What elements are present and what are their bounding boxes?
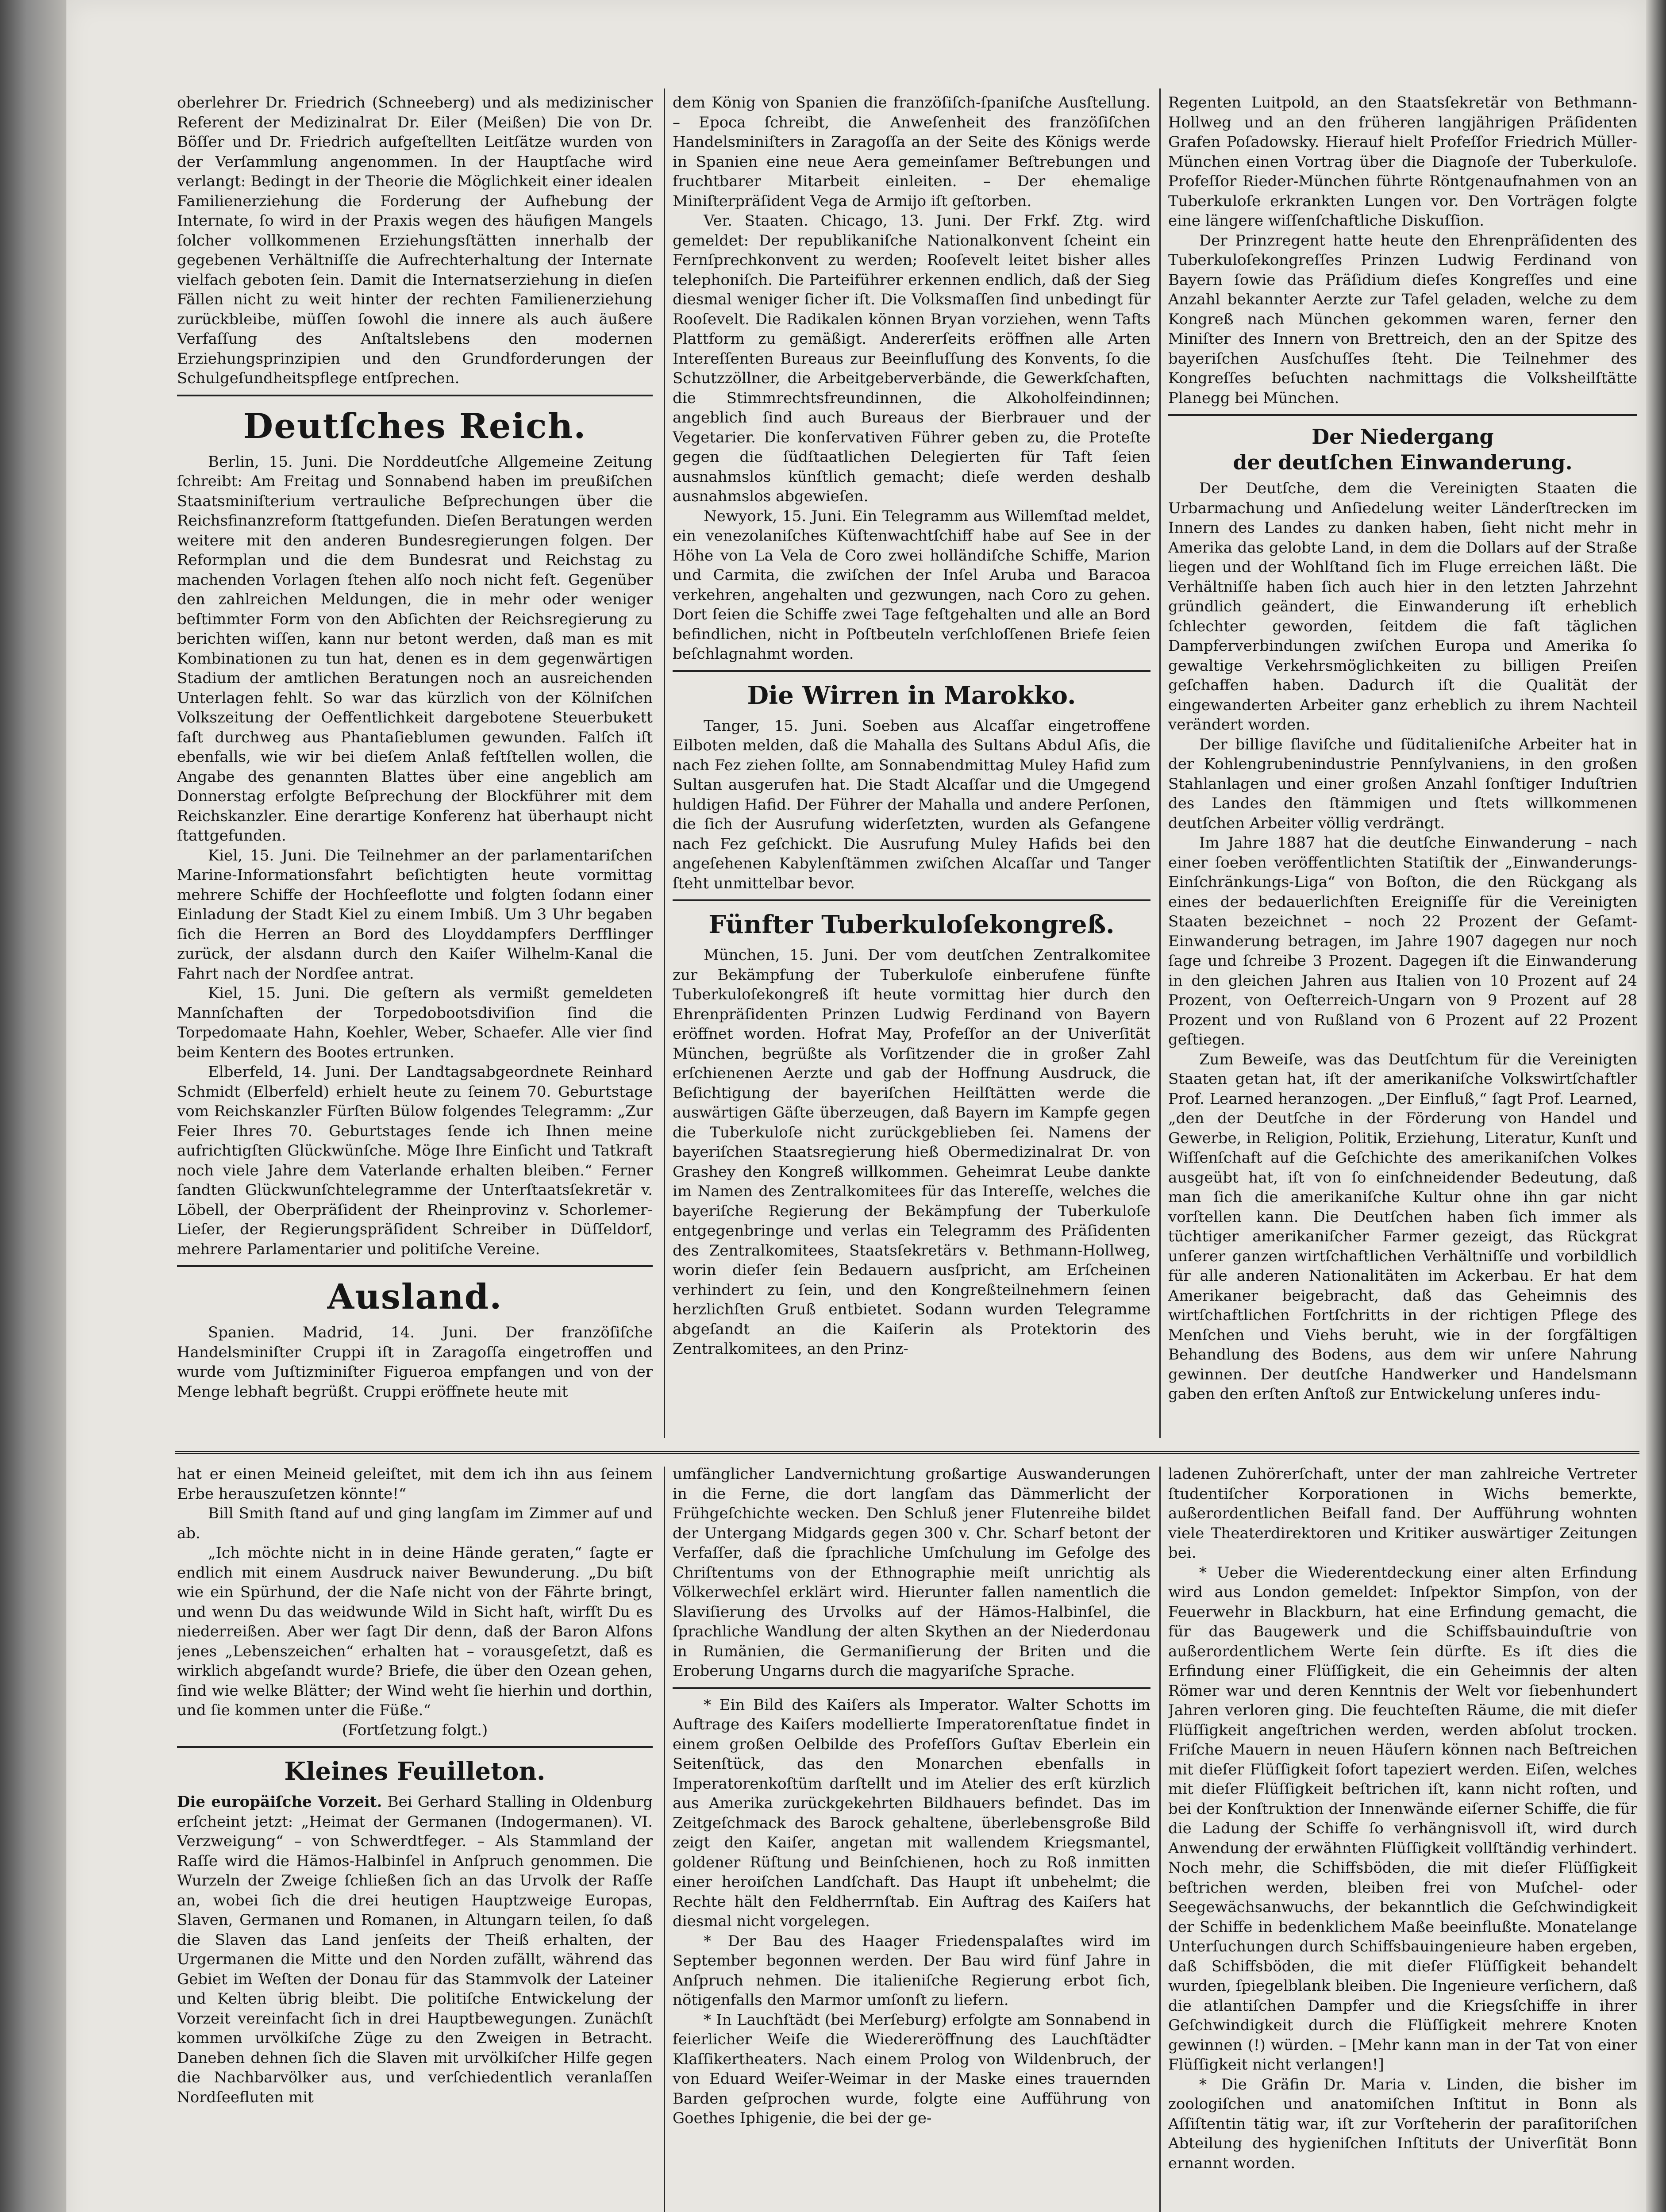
article-text: * Ein Bild des Kaiſers als Imperator. Walter Schotts im Auftrage des Kaiſers modellierte Imperatorenſtatue findet in einem großen Oelbilde des Profeſſors Guſtav Eberlein ein Seitenſtück, das den Monarchen ebenfalls in Imperatorenkoſtüm darſtellt und im Atelier des erſt kürzlich aus Amerika zurückgekehrten Bildhauers befindet. Das im Zeitgeſchmack des Barock gehaltene, überlebensgroße Bild zeigt den Kaiſer, angetan mit wallendem Kriegsmantel, goldener Rüſtung und Beinſchienen, hoch zu Roß inmitten einer heroiſchen Landſchaft. Das Haupt iſt unbehelmt; die Rechte hält den Feldherrnſtab. Ein Auftrag des Kaiſers hat diesmal nicht vorgelegen. <box>673 1696 1150 1930</box>
upper-column-1 <box>177 93 653 1444</box>
article-text: Kiel, 15. Juni. Die Teilnehmer an der parlamentariſchen Marine-Informationsfahrt beſichtigten heute vormittag mehrere Schiffe der Hochſeeflotte und folgten ſodann einer Einladung der Stadt Kiel zu einem Imbiß. Um 3 Uhr begaben ſich die Herren an Bord des Lloyddampfers Derfflinger zurück, der alsdann durch den Kaiſer Wilhelm-Kanal die Fahrt nach der Nordſee antrat. <box>177 846 653 983</box>
article-text: * Die Gräfin Dr. Maria v. Linden, die bisher im zoologiſchen und anatomiſchen Inſtitut in Bonn als Aſſiſtentin tätig war, iſt zur Vorſteherin der paraſitoriſchen Abteilung des hygieniſchen Inſtituts der Univerſität Bonn ernannt worden. <box>1168 2075 1637 2172</box>
article-text: Der billige ſlaviſche und ſüditalieniſche Arbeiter hat in der Kohlengrubenindustrie Pennſylvaniens, in den großen Stahlanlagen und einer großen Anzahl ſonſtiger Induſtrien des Landes den ſtämmigen und ſtets willkommenen deutſchen Arbeiter völlig verdrängt. <box>1168 735 1637 832</box>
section-heading: Die Wirren in Marokko. <box>747 680 1076 710</box>
lower-column-1 <box>177 1464 653 2212</box>
article-text: * Der Bau des Haager Friedenspalaſtes wird im September begonnen werden. Der Bau wird fünf Jahre in Anſpruch nehmen. Die italieniſche Regierung erbot ſich, nötigenfalls den Marmor umſonſt zu liefern. <box>673 1932 1150 2009</box>
article-text: Berlin, 15. Juni. Die Norddeutſche Allgemeine Zeitung ſchreibt: Am Freitag und Sonnabend haben im preußiſchen Staatsminiſterium vertrauliche Beſprechungen über die Reichsfinanzreform ſtattgefunden. Dieſen Beratungen werden weitere mit den anderen Bundesregierungen folgen. Der Reformplan und die dem Bundesrat und Reichstag zu machenden Vorlagen ſtehen alſo noch nicht feſt. Gegenüber den zahlreichen Meldungen, die in mehr oder weniger beſtimmter Form von den Abſichten der Reichsregierung zu berichten wiſſen, kann nur betont werden, daß man es mit Kombinationen zu tun hat, denen es in dem gegenwärtigen Stadium der amtlichen Beratungen noch an ausreichenden Unterlagen fehlt. So war das kürzlich von der Kölniſchen Volkszeitung der Oeffentlichkeit dargebotene Steuerbukett faſt durchweg aus Phantaſieblumen gewunden. Falſch iſt ebenfalls, wie wir bei dieſem Anlaß feſtſtellen wollen, die Angabe des genannten Blattes über eine angeblich am Donnerstag erfolgte Beſprechung der Blockführer mit dem Reichskanzler. Eine derartige Konferenz hat überhaupt nicht ſtattgefunden. <box>177 453 653 845</box>
article-text: Newyork, 15. Juni. Ein Telegramm aus Willemſtad meldet, ein venezolaniſches Küſtenwachtſchiff habe auf See in der Höhe von La Vela de Coro zwei holländiſche Schiffe, Marion und Carmita, die zwiſchen der Inſel Aruba und Baracoa verkehren, angehalten und gezwungen, nach Coro zu gehen. Dort ſeien die Schiffe zwei Tage feſtgehalten und alle an Bord befindlichen, nicht in Poſtbeuteln verſchloſſenen Briefe ſeien beſchlagnahmt worden. <box>673 507 1150 663</box>
article-text: * Ueber die Wiederentdeckung einer alten Erfindung wird aus London gemeldet: Inſpektor Simpſon, von der Feuerwehr in Blackburn, hat eine Erfindung gemacht, die für das Baugewerk und die Schiffsbauinduſtrie von außerordentlichem Werte ſein dürfte. Es iſt dies die Erfindung einer Flüſſigkeit, die ein Geheimnis der alten Römer war und deren Kenntnis der Welt vor ſiebenhundert Jahren verloren ging. Die feuchteſten Räume, die mit dieſer Flüſſigkeit angeſtrichen werden, werden abſolut trocken. Friſche Mauern in neuen Häuſern können nach Beſtreichen mit dieſer Flüſſigkeit ſofort tapeziert werden. Eiſen, welches mit dieſer Flüſſigkeit beſtrichen iſt, kann nicht roſten, und bei der Konſtruktion der Innenwände eiſerner Schiffe, die für die Ladung der Schiffe ſo verhängnisvoll iſt, wird durch Anwendung der erwähnten Flüſſigkeit vollſtändig verhindert. Noch mehr, die Schiffsböden, die mit dieſer Flüſſigkeit beſtrichen werden, bleiben frei von Muſchel- oder Seegewächsanwuchs, der bekanntlich die Geſchwindigkeit der Schiffe in bedenklichem Maße beeinflußte. Monatelange Unterſuchungen durch Schiffsbauingenieure haben ergeben, daß Schiffsböden, die mit dieſer Flüſſigkeit behandelt wurden, ſpiegelblank bleiben. Die Ingenieure verſichern, daß die atlantiſchen Dampfer und die Kriegsſchiffe in ihrer Geſchwindigkeit durch die Flüſſigkeit mehrere Knoten gewinnen (!) würden. – [Mehr kann man in der Tat von einer Flüſſigkeit nicht verlangen!] <box>1168 1563 1637 2074</box>
section-rule <box>177 1746 653 1748</box>
section-heading: Fünfter Tuberkuloſekongreß. <box>708 910 1115 939</box>
section-heading: Ausland. <box>327 1277 503 1317</box>
article-text: Im Jahre 1887 hat die deutſche Einwanderung – nach einer ſoeben veröffentlichten Statiſtik der „Einwanderungs-Einſchränkungs-Liga“ von Boſton, die den Rückgang als eines der bedauerlichſten Ereigniſſe für die Vereinigten Staaten bezeichnet – noch 22 Prozent der Geſamt-Einwanderung betragen, im Jahre 1907 dagegen nur noch ſage und ſchreibe 3 Prozent. Dagegen iſt die Einwanderung in den gleichen Jahren aus Italien von 10 Prozent auf 24 Prozent, von Oeſterreich-Ungarn von 9 Prozent auf 28 Prozent und von Rußland von 6 Prozent auf 22 Prozent geſtiegen. <box>1168 834 1637 1048</box>
book-spine-shadow <box>0 0 66 2212</box>
section-heading: Deutſches Reich. <box>243 406 587 446</box>
article-text: umfänglicher Landvernichtung großartige Auswanderungen in die Ferne, die dort langſam das Dämmerlicht der Frühgeſchichte wecken. Den Schluß jener Flutenreihe bildet der Untergang Midgards gegen 300 v. Chr. Scharf betont der Verfaſſer, daß die ſprachliche Umſchulung im Gefolge des Chriſtentums von der Ethnographie meiſt unrichtig als Völkerwechſel erklärt wird. Hierunter fallen namentlich die Slaviſierung des Urvolks auf der Hämos-Halbinſel, die ſprachliche Wandlung der alten Skythen an der Niederdonau in Rumänien, die Germaniſierung der Briten und die Eroberung Ungarns durch die magyariſche Sprache. <box>673 1465 1150 1680</box>
article-text: Der Deutſche, dem die Vereinigten Staaten die Urbarmachung und Anſiedelung weiter Länderſtrecken im Innern des Landes zu danken haben, ſieht nicht mehr in Amerika das gelobte Land, in dem die Dollars auf der Straße liegen und der Wohlſtand ſich im Fluge erreichen läßt. Die Verhältniſſe haben ſich auch hier in den letzten Jahrzehnt gründlich geändert, die Einwanderung iſt erheblich ſchlechter geworden, ſeitdem die faſt täglichen Dampferverbindungen zwiſchen Europa und Amerika ſo gewaltige Verkehrsmöglichkeiten zu billigen Preiſen geſchaffen haben. Dadurch iſt die Qualität der eingewanderten Arbeiter ganz erheblich zu ihrem Nachteil verändert worden. <box>1168 480 1637 733</box>
heading-line: der deutſchen Einwanderung. <box>1233 450 1573 474</box>
lower-column-3 <box>1168 1464 1637 2212</box>
article-text: Spanien. Madrid, 14. Juni. Der franzöſiſche Handelsminiſter Cruppi iſt in Zaragoſſa eingetroffen und wurde vom Juſtizminiſter Figueroa empfangen und von der Menge lebhaft begrüßt. Cruppi eröffnete heute mit <box>177 1324 653 1401</box>
heading-line: Der Niedergang <box>1312 425 1494 449</box>
column-rule <box>1159 88 1161 1438</box>
article-text: Ver. Staaten. Chicago, 13. Juni. Der Frkf. Ztg. wird gemeldet: Der republikaniſche Nationalkonvent ſcheint ein Fernſprechkonvent zu werden; Rooſevelt leitet bisher alles telephoniſch. Die Parteiführer erkennen endlich, daß der Sieg diesmal weniger ſicher iſt. Die Volksmaſſen ſind unbedingt für Rooſevelt. Die Radikalen können Bryan vorziehen, wenn Tafts Plattform zu gemäßigt. Andererſeits eröffnen alle Arten Intereſſenten Bureaus zur Beeinfluſſung des Konvents, ſo die Schutzzöllner, die Arbeitgeberverbände, die Gewerkſchaften, die Stimmrechtsfreundinnen, die Alkoholfeindinnen; angeblich ſind auch Bureaus der Bierbrauer und der Vegetarier. Die konſervativen Führer geben zu, die Proteſte gegen die ſüdſtaatlichen Delegierten für Taft ſeien ausnahmslos künſtlich gemacht; dieſe werden deshalb ausnahmslos abgewieſen. <box>673 212 1150 505</box>
upper-column-3 <box>1168 93 1637 1444</box>
lower-column-2 <box>673 1464 1150 2212</box>
article-text <box>177 1792 653 2107</box>
article-subhead: Die europäiſche Vorzeit. <box>177 1793 382 1811</box>
article-text: München, 15. Juni. Der vom deutſchen Zentralkomitee zur Bekämpfung der Tuberkuloſe einberufene fünfte Tuberkuloſekongreß iſt heute vormittag hier durch den Ehrenpräſidenten Prinzen Ludwig Ferdinand von Bayern eröffnet worden. Hofrat May, Profeſſor an der Univerſität München, begrüßte als Vorſitzender die in großer Zahl erſchienenen Aerzte und gab der Hoffnung Ausdruck, die Beſichtigung der bayeriſchen Heilſtätten werde die auswärtigen Gäſte überzeugen, daß Bayern im Kampfe gegen die Tuberkuloſe nicht zurückgeblieben ſei. Namens der bayeriſchen Staatsregierung hieß Obermedizinalrat Dr. von Grashey den Kongreß willkommen. Geheimrat Leube dankte im Namen des Zentralkomitees für das Intereſſe, welches die bayeriſche Regierung der Bekämpfung der Tuberkuloſe entgegenbringe und verlas ein Telegramm des Präſidenten des Zentralkomitees, Staatsſekretärs v. Bethmann-Hollweg, worin dieſer ſein Bedauern ausſpricht, am Erſcheinen verhindert zu ſein, und den Kongreßteilnehmern ſeinen herzlichſten Gruß entbietet. Sodann wurden Telegramme abgeſandt an die Kaiſerin als Protektorin des Zentralkomitees, an den Prinz- <box>673 946 1150 1358</box>
article-text: * In Lauchſtädt (bei Merſeburg) erfolgte am Sonnabend in feierlicher Weiſe die Wiedereröffnung des Lauchſtädter Klaſſikertheaters. Nach einem Prolog von Wildenbruch, der von Eduard Weiſer-Weimar in der Maske eines trauernden Barden geſprochen wurde, folgte eine Aufführung von Goethes Iphigenie, die bei der ge- <box>673 2011 1150 2127</box>
story-text: hat er einen Meineid geleiſtet, mit dem ich ihn aus ſeinem Erbe herauszuſetzen könnte!“ <box>177 1465 653 1503</box>
upper-column-2 <box>673 93 1150 1444</box>
section-rule <box>673 670 1150 672</box>
article-text: ladenen Zuhörerſchaft, unter der man zahlreiche Vertreter ſtudentiſcher Korporationen in Wichs bemerkte, außerordentlichen Beifall fand. Der Aufführung wohnten viele Theaterdirektoren und Kritiker auswärtiger Zeitungen bei. <box>1168 1465 1637 1562</box>
story-text: „Ich möchte nicht in in deine Hände geraten,“ ſagte er endlich mit einem Ausdruck naiver Bewunderung. „Du biſt wie ein Spürhund, der die Naſe nicht von der Fährte bringt, und wenn Du das weidwunde Wild in Sicht haſt, wirfſt Du es niederreißen. Aber wer ſagt Dir denn, daß der Baron Alfons jenes „Lebenszeichen“ erhalten hat – vorausgeſetzt, daß es wirklich abgeſandt wurde? Briefe, die über den Ozean gehen, ſind wie welke Blätter; der Wind weht ſie hierhin und dorthin, und ſie kommen unter die Füße.“ <box>177 1544 653 1719</box>
section-rule <box>177 1265 653 1267</box>
article-text: oberlehrer Dr. Friedrich (Schneeberg) und als medizinischer Referent der Medizinalrat Dr. Eiler (Meißen) Die von Dr. Böſſer und Dr. Friedrich aufgeſtellten Leitſätze wurden von der Verſammlung angenommen. In der Hauptſache wird verlangt: Bedingt in der Theorie die Möglichkeit einer idealen Familienerziehung die Forderung der Aufhebung der Internate, ſo wird in der Praxis wegen des häufigen Mangels ſolcher vollkommenen Erziehungsſtätten innerhalb der gegebenen Verhältniſſe die Aufrechterhaltung der Internate vielfach geboten ſein. Damit die Internatserziehung in dieſen Fällen nicht zu weit hinter der rechten Familienerziehung zurückbleibe, müſſen ſowohl die innere als auch äußere Verfaſſung des Anſtaltslebens den modernen Erziehungsprinzipien und den Grundforderungen der Schulgeſundheitspflege entſprechen. <box>177 94 653 387</box>
column-rule <box>664 1467 665 2212</box>
article-text: Elberfeld, 14. Juni. Der Landtagsabgeordnete Reinhard Schmidt (Elberfeld) erhielt heute zu ſeinem 70. Geburtstage vom Reichskanzler Fürſten Bülow folgendes Telegramm: „Zur Feier Ihres 70. Geburtstages ſende ich Ihnen meine aufrichtigſten Glückwünſche. Möge Ihre Einſicht und Tatkraft noch viele Jahre dem Vaterlande erhalten bleiben.“ Ferner ſandten Glückwunſchtelegramme der Unterſtaatsſekretär v. Löbell, der Oberpräſident der Rheinprovinz v. Schorlemer-Lieſer, der Regierungspräſident Schreiber in Düſſeldorf, mehrere Parlamentarier und politiſche Vereine. <box>177 1063 653 1258</box>
section-rule <box>1168 414 1637 416</box>
section-rule <box>177 395 653 396</box>
article-text: Zum Beweiſe, was das Deutſchtum für die Vereinigten Staaten getan hat, iſt der amerikaniſche Volkswirtſchaftler Prof. Learned heranzogen. „Der Einfluß,“ ſagt Prof. Learned, „den der Deutſche in der Förderung von Handel und Gewerbe, in Religion, Politik, Erziehung, Literatur, Kunſt und Wiſſenſchaft auf die Geſchichte des amerikaniſchen Volkes ausgeübt hat, iſt von ſo einſchneidender Bedeutung, daß man ſich die amerikaniſche Kultur ohne ihn gar nicht vorſtellen kann. Die Deutſchen haben ſich immer als tüchtiger amerikaniſcher Farmer gezeigt, das Rückgrat unſerer ganzen wirtſchaftlichen Verhältniſſe und vorbildlich für alle anderen Nationalitäten im Ackerbau. Er hat dem Amerikaner beigebracht, daß das Geheimnis des wirtſchaftlichen Fortſchritts in der richtigen Pflege des Menſchen und Viehs beruht, wie in der ſorgfältigen Behandlung des Bodens, aus dem wir unſere Nahrung gewinnen. Der deutſche Handwerker und Handelsmann gaben den erſten Anſtoß zur Entwickelung unſeres indu- <box>1168 1050 1637 1403</box>
article-text: Tanger, 15. Juni. Soeben aus Alcaſſar eingetroffene Eilboten melden, daß die Mahalla des Sultans Abdul Aſis, die nach Fez ziehen ſollte, am Sonnabendmittag Muley Hafid zum Sultan ausgerufen hat. Die Stadt Alcaſſar und die Umgegend huldigen Hafid. Der Führer der Mahalla und andere Perſonen, die ſich der Ausrufung widerſetzten, wurden als Gefangene nach Fez geſchickt. Die Ausrufung Muley Hafids bei den angeſehenen Kabylenſtämmen zwiſchen Alcaſſar und Tanger ſteht unmittelbar bevor. <box>673 717 1150 892</box>
section-rule <box>673 899 1150 901</box>
column-rule <box>664 88 665 1438</box>
article-text: Der Prinzregent hatte heute den Ehrenpräſidenten des Tuberkuloſekongreſſes Prinzen Ludwig Ferdinand von Bayern ſowie das Präſidium dieſes Kongreſſes und eine Anzahl bekannter Aerzte zur Tafel geladen, welche zu dem Kongreß nach München gekommen waren, ferner den Miniſter des Innern von Brettreich, den an der Spitze des bayeriſchen Ausſchuſſes ſteht. Die Teilnehmer des Kongreſſes beſuchten nachmittags die Volksheilſtätte Planegg bei München. <box>1168 231 1637 407</box>
column-rule <box>1159 1467 1161 2212</box>
article-text: dem König von Spanien die franzöſiſch-ſpaniſche Ausſtellung. – Epoca ſchreibt, die Anweſenheit des franzöſiſchen Handelsminiſters in Zaragoſſa an der Seite des Königs werde in Spanien eine neue Aera gemeinſamer Beſtrebungen und fruchtbarer Mitarbeit einleiten. – Der ehemalige Miniſterpräſident Vega de Armijo iſt geſtorben. <box>673 94 1150 210</box>
section-rule <box>673 1687 1150 1689</box>
article-text: Kiel, 15. Juni. Die geſtern als vermißt gemeldeten Mannſchaften der Torpedobootsdiviſion ſind die Torpedomaate Hahn, Koehler, Weber, Schaefer. Alle vier ſind beim Kentern des Bootes ertrunken. <box>177 984 653 1061</box>
story-text: Bill Smith ſtand auf und ging langſam im Zimmer auf und ab. <box>177 1505 653 1542</box>
section-heading <box>1168 424 1637 475</box>
article-body: Bei Gerhard Stalling in Oldenburg erſcheint jetzt: „Heimat der Germanen (Indogermanen). VI. Verzweigung“ – von Schwerdtfeger. – Als Stammland der Raſſe wird die Hämos-Halbinſel in Anſpruch genommen. Die Wurzeln der Zweige ſchließen ſich an das Urvolk der Raſſe an, wobei ſich die drei heutigen Hauptzweige Europas, Slaven, Germanen und Romanen, in Altungarn teilen, ſo daß die Slaven das Land jenſeits der Theiß erhalten, der Urgermanen die Mitte und den Norden zufällt, während das Gebiet im Weſten der Donau für das Stammvolk der Lateiner und Kelten übrig bleibt. Die politiſche Entwickelung der Vorzeit vereinfacht ſich in drei Hauptbewegungen. Zunächſt kommen urvölkiſche Züge zu den Zweigen in Betracht. Daneben dehnen ſich die Slaven mit urvölkiſcher Hilfe gegen die Nachbarvölker aus, und verſchiedentlich veranlaſſen Nordſeefluten mit <box>177 1793 653 2106</box>
article-text: Regenten Luitpold, an den Staatsſekretär von Bethmann-Hollweg und an den früheren langjährigen Präſidenten Grafen Poſadowsky. Hierauf hielt Profeſſor Friedrich Müller-München einen Vortrag über die Diagnoſe der Tuberkuloſe. Profeſſor Rieder-München führte Röntgenaufnahmen von an Tuberkuloſe erkrankten Lungen vor. Den Vorträgen folgte eine längere wiſſenſchaftliche Diskuſſion. <box>1168 94 1637 230</box>
continuation-note: (Fortſetzung folgt.) <box>342 1721 488 1739</box>
section-heading: Kleines Feuilleton. <box>284 1757 546 1786</box>
feuilleton-divider <box>175 1451 1639 1454</box>
page-right-edge <box>1646 0 1666 2212</box>
